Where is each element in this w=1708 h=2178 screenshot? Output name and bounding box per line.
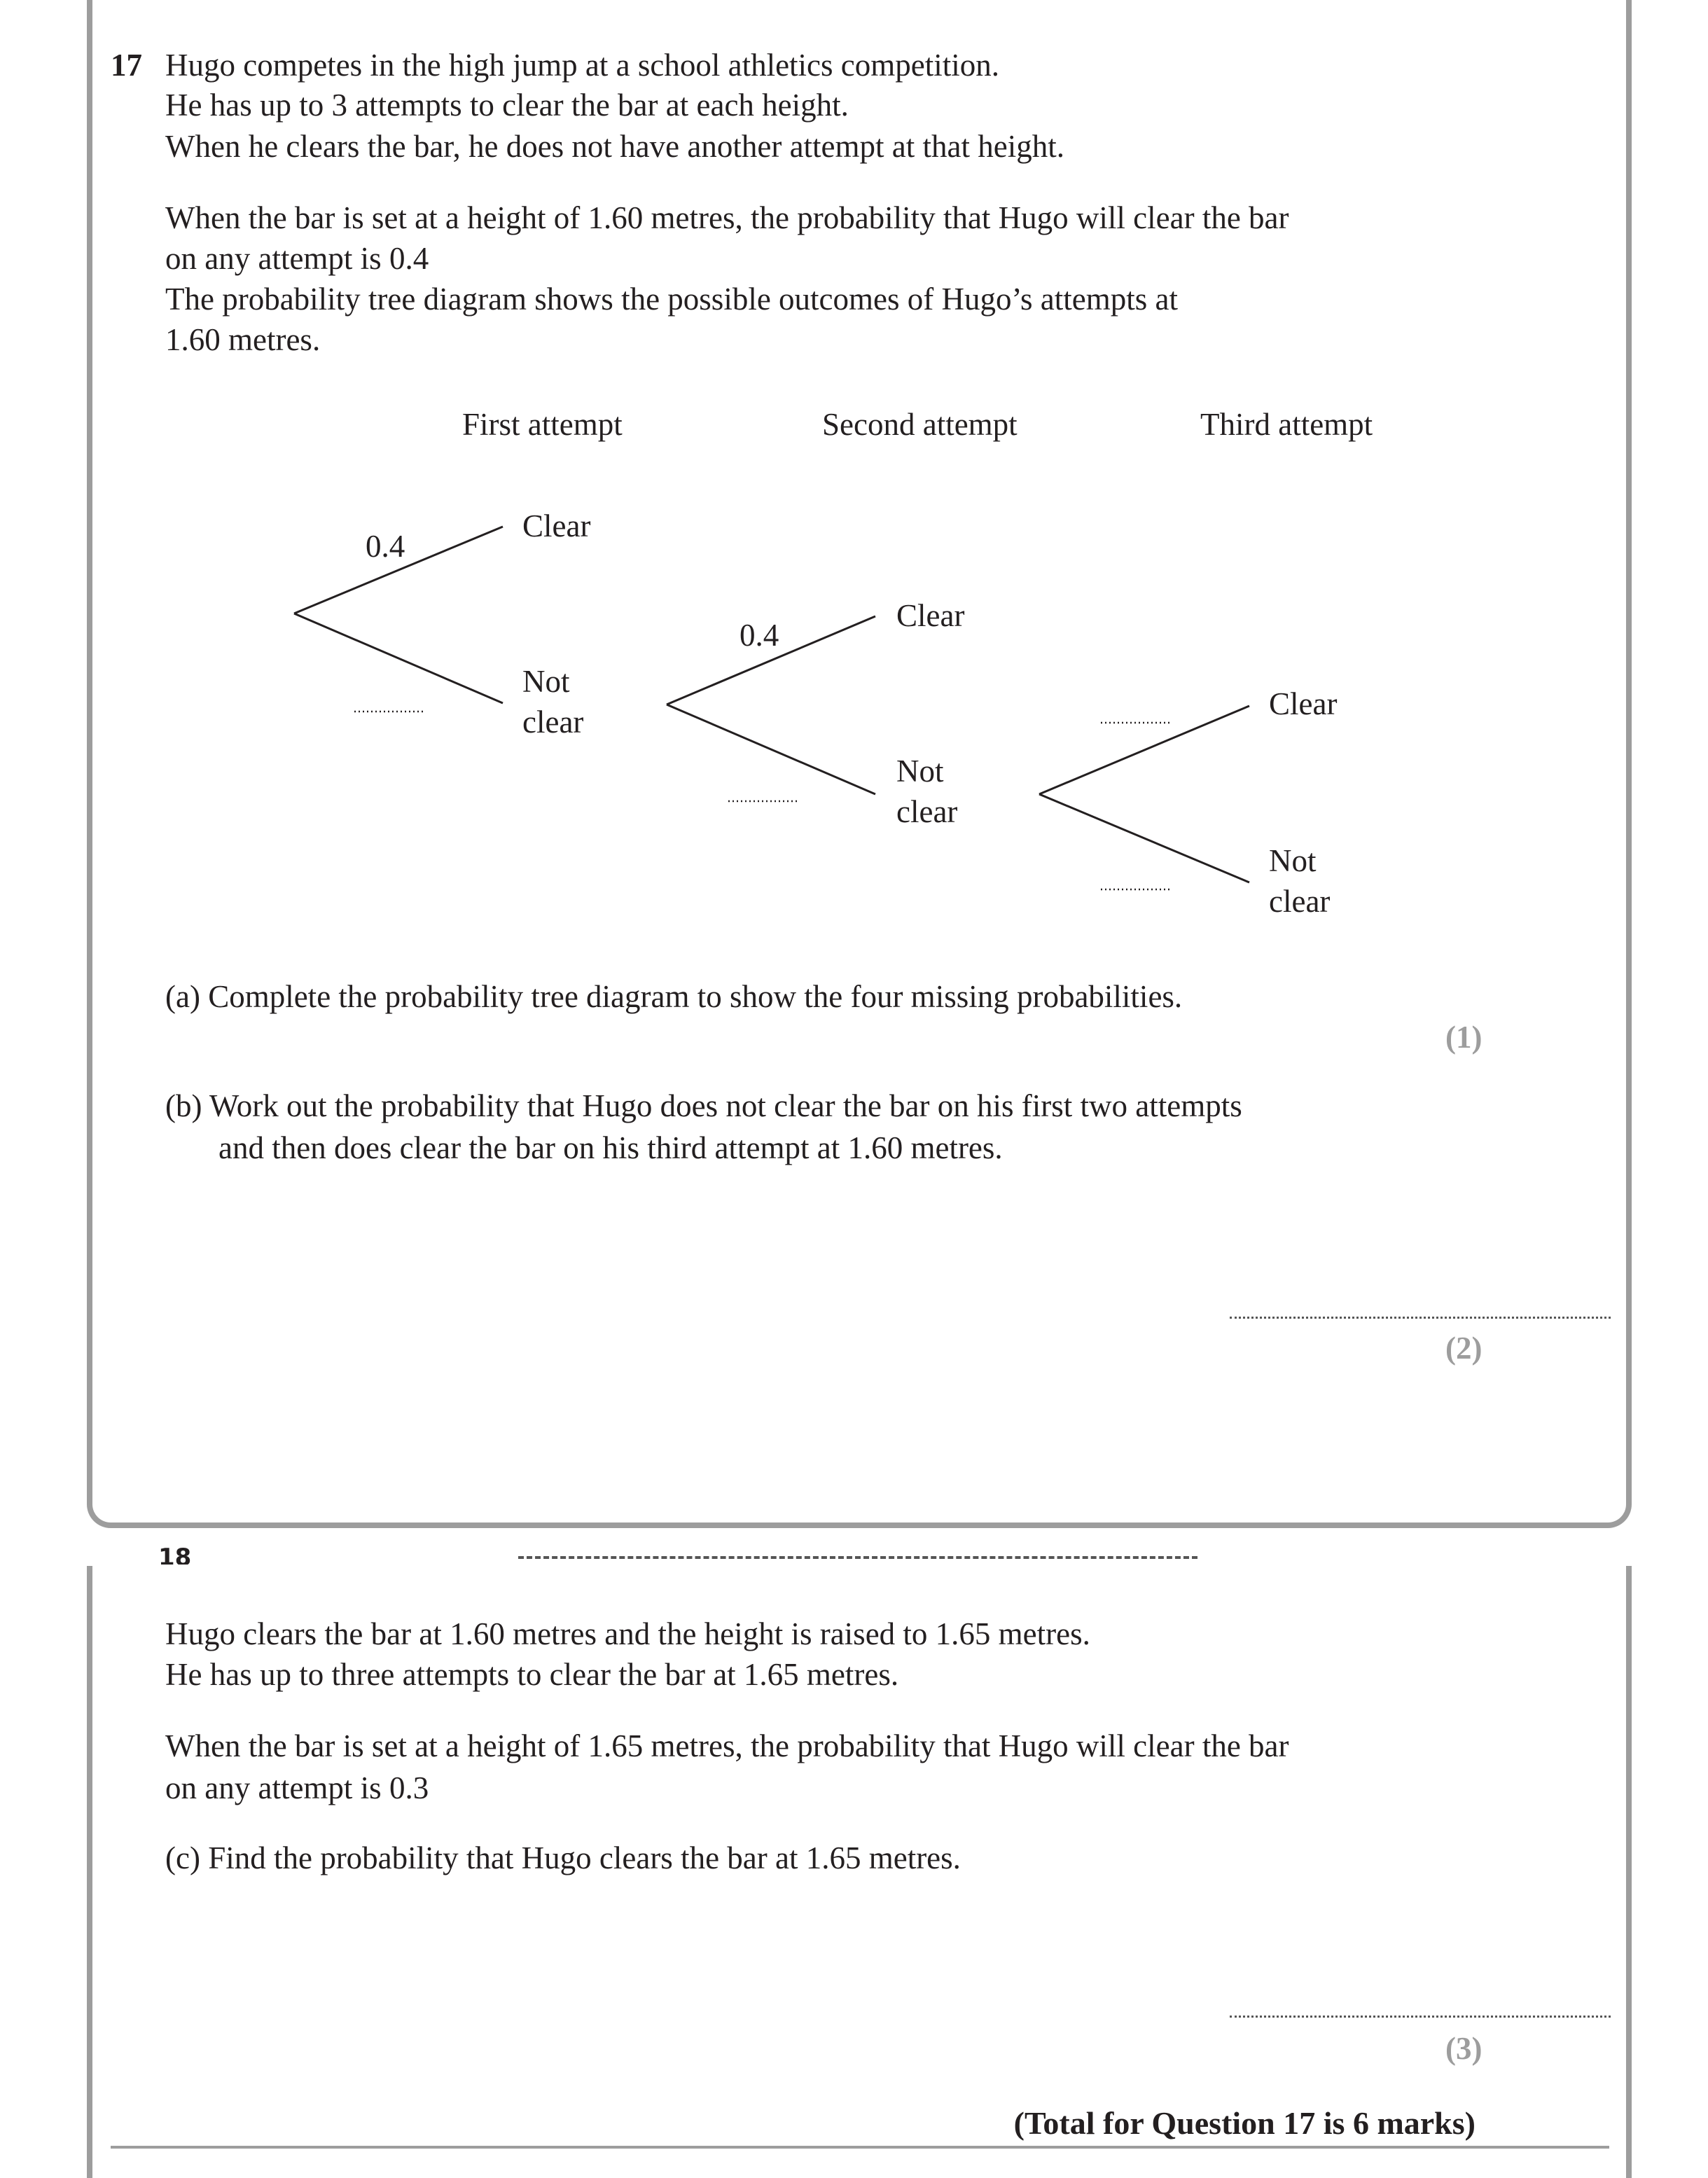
setup-line-2: on any attempt is 0.4 — [165, 241, 429, 276]
outcome-third-clear: Clear — [1269, 686, 1338, 721]
setup-c-line-1: When the bar is set at a height of 1.65 metres, the probability that Hugo will clear the bar — [165, 1728, 1289, 1763]
outcome-third-not-line1: Not — [1269, 843, 1317, 878]
outcome-second-not-line2: clear — [896, 794, 958, 829]
part-b-line-2: and then does clear the bar on his third attempt at 1.60 metres. — [218, 1130, 1003, 1165]
prob-second-clear: 0.4 — [740, 618, 779, 653]
part-a-marks: (1) — [1445, 1020, 1483, 1055]
heading-first-attempt: First attempt — [462, 407, 623, 442]
setup-line-1: When the bar is set at a height of 1.60 metres, the probability that Hugo will clear the bar — [165, 200, 1289, 235]
part-c-text: (c) Find the probability that Hugo clears the bar at 1.65 metres. — [165, 1840, 961, 1875]
outcome-third-not-line2: clear — [1269, 884, 1331, 919]
prob-first-clear: 0.4 — [366, 529, 405, 564]
outcome-second-not-line1: Not — [896, 754, 944, 789]
intro-line-2: He has up to 3 attempts to clear the bar at each height. — [165, 88, 849, 123]
part-c-marks: (3) — [1445, 2031, 1483, 2066]
setup-line-4: 1.60 metres. — [165, 322, 321, 357]
intro-line-1: Hugo competes in the high jump at a school athletics competition. — [165, 48, 1000, 83]
part-a-text: (a) Complete the probability tree diagram to show the four missing probabilities. — [165, 979, 1183, 1014]
outcome-first-not-line2: clear — [522, 705, 584, 740]
outcome-first-not-line1: Not — [522, 664, 570, 699]
part-c-answer-line[interactable] — [1230, 2016, 1611, 2018]
question-number: 17 — [111, 48, 142, 83]
probability-tree-diagram — [0, 0, 1708, 980]
outcome-first-clear: Clear — [522, 508, 591, 543]
branch-second-not-clear — [667, 705, 875, 794]
branch-third-not-clear — [1039, 794, 1249, 882]
continuation-line-2: He has up to three attempts to clear the bar at 1.65 metres. — [165, 1657, 899, 1692]
question-frame-lower-right — [1626, 1566, 1632, 2178]
bottom-rule — [111, 2146, 1609, 2149]
part-b-answer-line[interactable] — [1230, 1317, 1611, 1319]
page-break-marker — [518, 1556, 1197, 1559]
question-frame-lower-left — [87, 1566, 92, 2178]
branch-first-not-clear — [294, 613, 503, 703]
intro-line-3: When he clears the bar, he does not have another attempt at that height. — [165, 129, 1064, 164]
outcome-second-clear: Clear — [896, 598, 965, 633]
part-b-marks: (2) — [1445, 1331, 1483, 1366]
heading-third-attempt: Third attempt — [1200, 407, 1373, 442]
setup-c-line-2: on any attempt is 0.3 — [165, 1770, 429, 1805]
heading-second-attempt: Second attempt — [822, 407, 1018, 442]
total-marks: (Total for Question 17 is 6 marks) — [1013, 2105, 1476, 2141]
continuation-line-1: Hugo clears the bar at 1.60 metres and the height is raised to 1.65 metres. — [165, 1616, 1090, 1651]
page-number: 18 — [158, 1545, 192, 1565]
branch-third-clear — [1039, 706, 1249, 794]
part-b-line-1: (b) Work out the probability that Hugo does not clear the bar on his first two attempts — [165, 1088, 1242, 1123]
setup-line-3: The probability tree diagram shows the possible outcomes of Hugo’s attempts at — [165, 282, 1178, 317]
